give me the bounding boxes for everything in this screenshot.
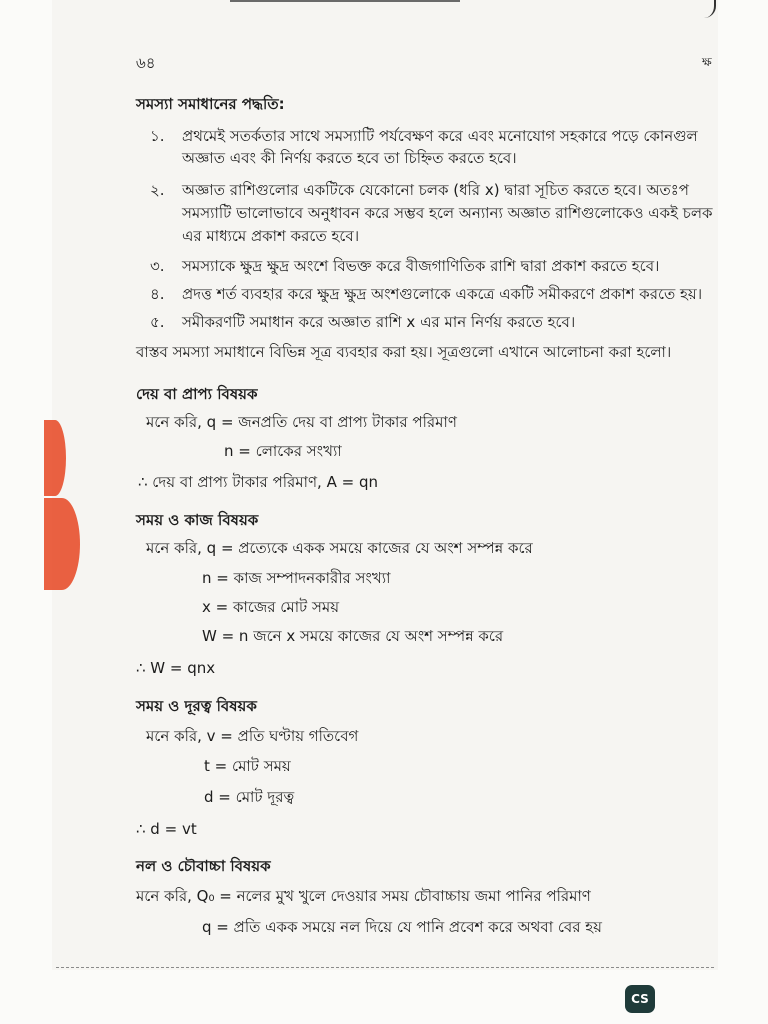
definition-line: মনে করি, q = প্রত্যেকে একক সময়ে কাজের যে অংশ সম্পন্ন করে: [146, 539, 533, 557]
stain-mark: [44, 498, 80, 590]
definition-line: মনে করি, v = প্রতি ঘণ্টায় গতিবেগ: [146, 727, 359, 745]
stain-mark: [44, 420, 66, 496]
definition-line: মনে করি, Q₀ = নলের মুখ খুলে দেওয়ার সময় চৌবাচ্চায় জমা পানির পরিমাণ: [136, 887, 591, 905]
definition-line: q = প্রতি একক সময়ে নল দিয়ে যে পানি প্রবেশ করে অথবা বের হয়: [202, 918, 603, 936]
definition-line: W = n জনে x সময়ে কাজের যে অংশ সম্পন্ন করে: [202, 627, 504, 645]
step-text: সমীকরণটি সমাধান করে অজ্ঞাত রাশি x এর মান নির্ণয় করতে হবে।: [182, 313, 576, 331]
section-heading: সময় ও দূরত্ব বিষয়ক: [136, 697, 257, 715]
step-number: ৫.: [150, 313, 165, 331]
definition-line: n = লোকের সংখ্যা: [224, 442, 342, 460]
step-3: [150, 256, 659, 276]
section-heading: দেয় বা প্রাপ্য বিষয়ক: [136, 385, 258, 403]
definition-line: d = মোট দূরত্ব: [204, 788, 295, 806]
step-text: প্রথমেই সতর্কতার সাথে সমস্যাটি পর্যবেক্ষণ করে এবং মনোযোগ সহকারে পড়ে কোনগুল: [182, 127, 698, 145]
step-text: সমস্যাকে ক্ষুদ্র ক্ষুদ্র অংশে বিভক্ত করে বীজগাণিতিক রাশি দ্বারা প্রকাশ করতে হবে।: [182, 257, 660, 275]
formula-result: ∴ W = qnx: [136, 659, 216, 677]
top-rule: [230, 0, 460, 2]
step-5: [150, 312, 575, 332]
step-2-cont: এর মাধ্যমে প্রকাশ করতে হবে।: [182, 227, 360, 245]
step-text: প্রদত্ত শর্ত ব্যবহার করে ক্ষুদ্র ক্ষুদ্র অংশগুলোকে একত্রে একটি সমীকরণে প্রকাশ করতে হয়।: [182, 285, 703, 303]
step-text: অজ্ঞাত রাশিগুলোর একটিকে যেকোনো চলক (ধরি x) দ্বারা সূচিত করতে হবে। অতঃপ: [182, 181, 689, 199]
step-4: [150, 284, 702, 304]
definition-line: মনে করি, q = জনপ্রতি দেয় বা প্রাপ্য টাকার পরিমাণ: [146, 413, 457, 431]
camscanner-logo: CS: [625, 985, 655, 1013]
step-number: ২.: [150, 181, 165, 199]
step-2-cont: সমস্যাটি ভালোভাবে অনুধাবন করে সম্ভব হলে অন্যান্য অজ্ঞাত রাশিগুলোকেও একই চলক: [182, 204, 713, 222]
section-heading: সময় ও কাজ বিষয়ক: [136, 511, 259, 529]
page-number: ৬৪: [136, 54, 156, 72]
formula-result: ∴ d = vt: [136, 820, 197, 838]
corner-mark: ক্ষ: [702, 55, 712, 69]
step-1: [150, 126, 698, 146]
step-number: ৩.: [150, 257, 165, 275]
step-number: ৪.: [150, 285, 165, 303]
bottom-rule: [56, 967, 714, 968]
definition-line: t = মোট সময়: [204, 757, 291, 775]
step-number: ১.: [150, 127, 165, 145]
section-heading: নল ও চৌবাচ্চা বিষয়ক: [136, 857, 271, 875]
step-1-cont: অজ্ঞাত এবং কী নির্ণয় করতে হবে তা চিহ্নিত করতে হবে।: [182, 149, 517, 167]
definition-line: n = কাজ সম্পাদনকারীর সংখ্যা: [202, 569, 391, 587]
definition-line: x = কাজের মোট সময়: [202, 598, 340, 616]
step-2: [150, 180, 689, 200]
intro-text: বাস্তব সমস্যা সমাধানে বিভিন্ন সূত্র ব্যবহার করা হয়। সূত্রগুলো এখানে আলোচনা করা হলো।: [136, 343, 672, 361]
formula-result: ∴ দেয় বা প্রাপ্য টাকার পরিমাণ, A = qn: [138, 473, 378, 491]
method-heading: সমস্যা সমাধানের পদ্ধতি:: [136, 95, 285, 113]
